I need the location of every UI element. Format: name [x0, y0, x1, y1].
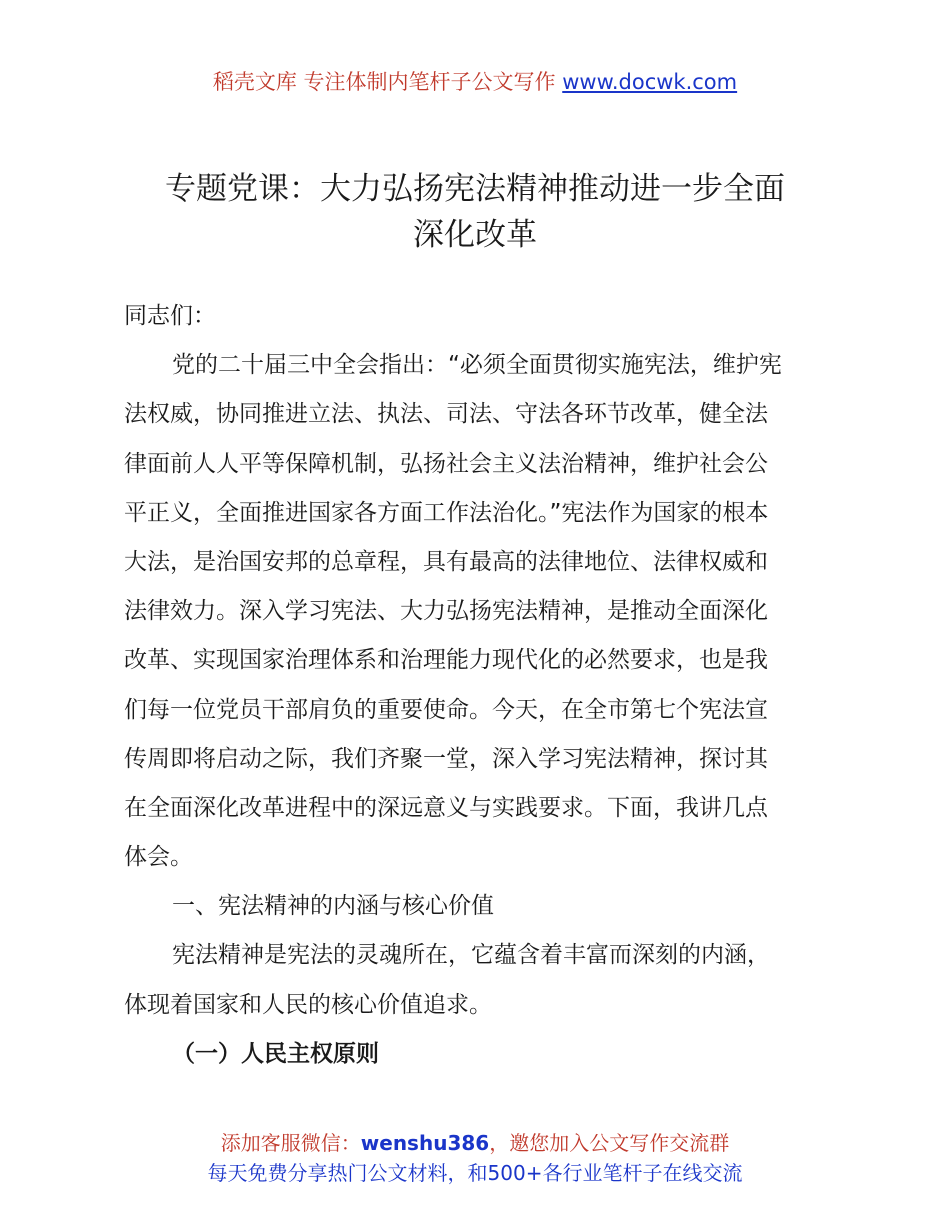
footer-line-1 [0, 1128, 950, 1158]
footer-prefix: 添加客服微信： [220, 1131, 361, 1155]
paragraph-line: 体现着国家和人民的核心价值追求。 [124, 991, 492, 1018]
paragraph-line: 大法，是治国安邦的总章程，具有最高的法律地位、法律权威和 [124, 548, 768, 575]
paragraph-line: 法律效力。深入学习宪法、大力弘扬宪法精神，是推动全面深化 [124, 598, 768, 625]
paragraph-2 [124, 931, 836, 1029]
footer-suffix: ，邀您加入公文写作交流群 [489, 1131, 730, 1155]
paragraph-line: 律面前人人平等保障机制，弘扬社会主义法治精神，维护社会公 [124, 450, 768, 477]
paragraph-line: 宪法精神是宪法的灵魂所在，它蕴含着丰富而深刻的内涵， [172, 942, 770, 969]
salutation: 同志们： [124, 303, 216, 329]
paragraph-line: 体会。 [124, 844, 193, 871]
site-header [0, 66, 950, 98]
paragraph-line: 们每一位党员干部肩负的重要使命。今天，在全市第七个宪法宣 [124, 696, 768, 723]
paragraph-line: 党的二十届三中全会指出：“必须全面贯彻实施宪法，维护宪 [172, 352, 782, 379]
title-line: 专题党课：大力弘扬宪法精神推动进一步全面 [165, 171, 785, 207]
site-brand-text: 稻壳文库 专注体制内笔杆子公文写作 [212, 70, 556, 94]
paragraph-1 [124, 341, 836, 882]
paragraph-line: 传周即将启动之际，我们齐聚一堂，深入学习宪法精神，探讨其 [124, 745, 768, 772]
paragraph-line: 在全面深化改革进程中的深远意义与实践要求。下面，我讲几点 [124, 794, 768, 821]
site-link[interactable]: www.docwk.com [562, 70, 738, 94]
wechat-id: wenshu386 [360, 1131, 490, 1155]
footer-line-2: 每天免费分享热门公文材料，和500+各行业笔杆子在线交流 [207, 1161, 743, 1185]
document-title [100, 166, 850, 258]
section-heading: 一、宪法精神的内涵与核心价值 [172, 893, 494, 920]
document-body [124, 292, 836, 1079]
subsection-heading: （一）人民主权原则 [172, 1040, 379, 1067]
promo-footer [0, 1128, 950, 1188]
paragraph-line: 改革、实现国家治理体系和治理能力现代化的必然要求，也是我 [124, 647, 768, 674]
paragraph-line: 法权威，协同推进立法、执法、司法、守法各环节改革，健全法 [124, 401, 768, 428]
title-line: 深化改革 [413, 217, 537, 253]
paragraph-line: 平正义，全面推进国家各方面工作法治化。”宪法作为国家的根本 [124, 499, 769, 526]
